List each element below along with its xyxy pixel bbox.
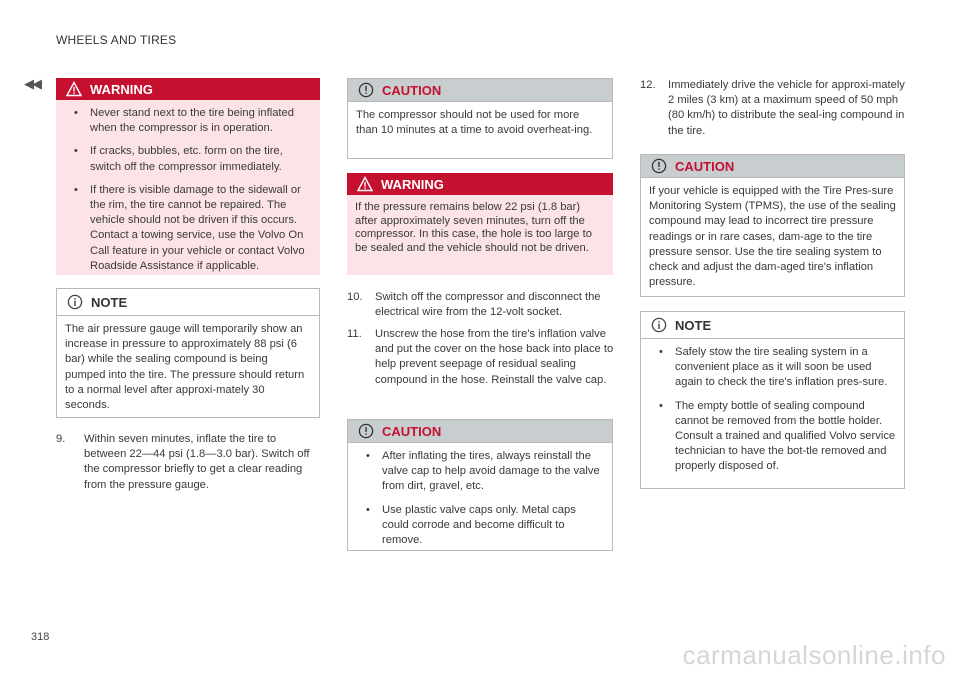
step-number: 12.	[640, 79, 656, 91]
warning-item: • If cracks, bubbles, etc. form on the tire, switch off the compressor immediately.	[64, 144, 312, 174]
warning-box-compressor	[56, 78, 320, 275]
note-item: • Safely stow the tire sealing system in a convenient place as it will soon be used again to check the tire's inflation pres-sure.	[649, 345, 896, 391]
back-arrows-icon[interactable]: ◀◀	[24, 76, 40, 91]
caution-circle-icon	[651, 158, 667, 174]
step-number: 10.	[347, 291, 363, 303]
note-title: NOTE	[675, 317, 712, 333]
caution-title: CAUTION	[675, 158, 735, 174]
step-11	[347, 327, 615, 388]
page-header-title: WHEELS AND TIRES	[56, 33, 177, 47]
info-circle-icon	[651, 317, 667, 333]
note-text: The air pressure gauge will temporarily show an increase in pressure to approximately 88 psi (6 bar) while the sealing compound is being pumped into the tire. The pressure should return to a normal level after approxi-mately 30 seconds.	[65, 323, 305, 412]
caution-circle-icon	[358, 423, 374, 439]
caution-list	[356, 449, 604, 548]
caution-item: • After inflating the tires, always reinstall the valve cap to help avoid damage to the valve from dirt, gravel, etc.	[356, 449, 604, 495]
step-12	[640, 78, 906, 139]
step-text: Immediately drive the vehicle for approxi-mately 2 miles (3 km) at a maximum speed of 50 mph (80 km/h) to distribute the seal-ing compound in the tire.	[668, 79, 905, 137]
caution-title: CAUTION	[382, 423, 442, 439]
note-list	[649, 345, 896, 475]
caution-box-valve-caps	[347, 419, 613, 551]
warning-box-pressure-low	[347, 173, 613, 275]
warning-title: WARNING	[90, 81, 153, 97]
note-box-pressure	[56, 288, 320, 418]
step-9	[56, 432, 314, 493]
step-number: 9.	[56, 433, 66, 445]
note-item: • The empty bottle of sealing compound cannot be removed from the bottle holder. Consult a trained and qualified Volvo service technician to have the bot-tle removed and properly disposed of.	[649, 399, 896, 475]
caution-circle-icon	[358, 82, 374, 98]
step-10	[347, 290, 615, 320]
warning-list	[64, 106, 312, 274]
warning-triangle-icon	[66, 81, 82, 97]
note-title: NOTE	[91, 294, 128, 310]
caution-text: If your vehicle is equipped with the Tire Pres-sure Monitoring System (TPMS), the use of the sealing compound may lead to incorrect tire pressure readings or in rare cases, dam-age to the tire pressure sensor. Use the tire sealing system to check and adjust the dam-aged tire's inflation pressure.	[649, 185, 896, 289]
caution-item: • Use plastic valve caps only. Metal caps could corrode and become difficult to remove.	[356, 503, 604, 549]
info-circle-icon	[67, 294, 83, 310]
warning-title: WARNING	[381, 176, 444, 192]
caution-box-compressor-time	[347, 78, 613, 159]
warning-item: • If there is visible damage to the sidewall or the rim, the tire cannot be repaired. The vehicle should not be driven if this occurs. Contact a towing service, use the Volvo On Call feature in your vehicle or contact Volvo Roadside Assistance if applicable.	[64, 183, 312, 274]
caution-box-tpms	[640, 154, 905, 297]
note-box-stow	[640, 311, 905, 489]
caution-title: CAUTION	[382, 82, 442, 98]
warning-text: If the pressure remains below 22 psi (1.8 bar) after approximately seven minutes, turn off the compressor. In this case, the hole is too large to be sealed and the vehicle should not be driven.	[355, 201, 592, 254]
warning-item: • Never stand next to the tire being inflated when the compressor is in operation.	[64, 106, 312, 136]
step-text: Unscrew the hose from the tire's inflation valve and put the cover on the hose back into place to help prevent seepage of residual sealing compound in the hose. Reinstall the valve cap.	[375, 328, 614, 386]
warning-triangle-icon	[357, 176, 373, 192]
step-number: 11.	[347, 328, 362, 340]
page-number: 318	[31, 631, 50, 643]
step-text: Switch off the compressor and disconnect the electrical wire from the 12-volt socket.	[375, 291, 601, 319]
caution-text: The compressor should not be used for more than 10 minutes at a time to avoid overheat-ing.	[356, 109, 593, 137]
watermark-text: carmanualsonline.info	[682, 640, 946, 670]
step-text: Within seven minutes, inflate the tire to between 22—44 psi (1.8—3.0 bar). Switch off the compressor briefly to get a clear reading from the pressure gauge.	[84, 433, 310, 491]
